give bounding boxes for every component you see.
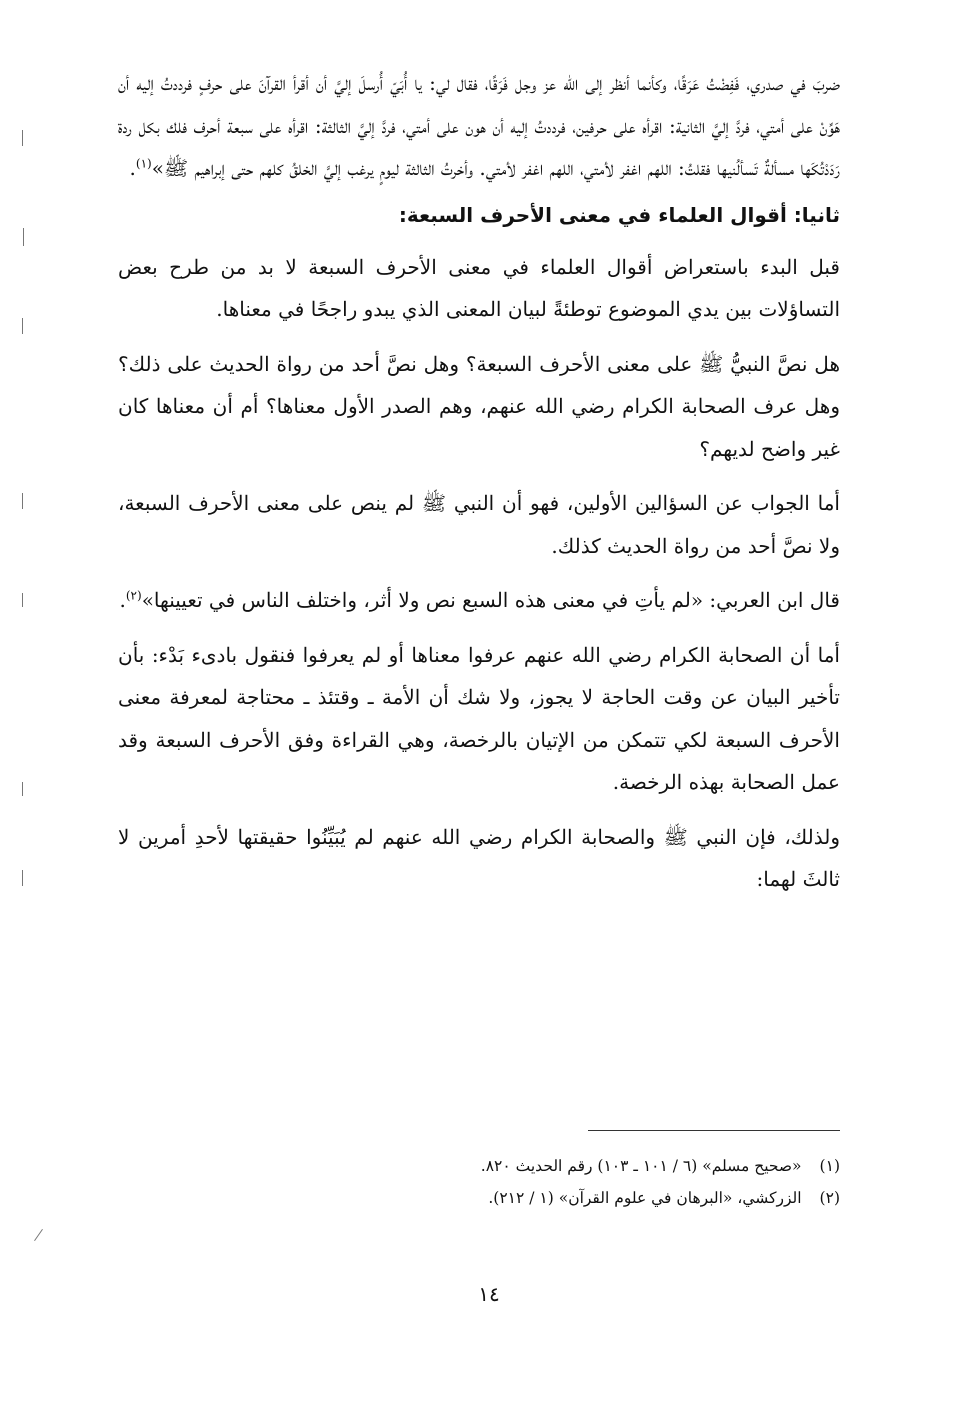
paragraph-1: ضربَ في صدري، فَفِضْتُ عَرَقًا، وكأنما أنظر إلى الله عز وجل فَرَقًا، فقال لي: يا أُبَيّ أُرسلَ إليَّ أن أقرأ القرآنَ على حرفٍ فرددتُ إليه أن هَوِّنْ على أمتي، فردَّ إليَّ الثانية: اقرأه على حرفين، فرددتُ إليه أن هون على أمتي، فردَّ إليَّ الثالثة: اقرأه على سبعة أحرف فلك بكل ردة رَدَدْتُكَها مسألةٌ تَسألُنيها فقلتُ: اللهم اغفر لأمتي، اللهم اغفر لأمتي. وأخرتُ الثالثة ليومٍ يرغب إليَّ الخلقُ كلهم حتى إبراهيم ﷺ»$^{(١)}$. xyxy=(118,71,840,180)
paragraph-3: هل نصَّ النبيُّ ﷺ على معنى الأحرف السبعة؟ وهل نصَّ أحد من رواة الحديث على ذلك؟ وهل عرف الصحابة الكرام رضي الله عنهم، وهم الصدر الأول معناها؟ أم أن معناها كان غير واضح لديهم؟ xyxy=(118,351,841,461)
paragraph-6: أما أن الصحابة الكرام رضي الله عنهم عرفوا معناها أو لم يعرفوا فنقول بادىء بَدْء: بأن تأخير البيان عن وقت الحاجة لا يجوز، ولا شك أن الأمة ـ وقتئذ ـ محتاجة لمعرفة معنى الأحرف السبعة لكي تتمكن من الإتيان بالرخصة، وهي القراءة وفق الأحرف السبعة وقد عمل الصحابة بهذه الرخصة. xyxy=(118,642,840,794)
section-heading: ثانيا: أقوال العلماء في معنى الأحرف السبعة: xyxy=(398,202,840,227)
footnote-text: الزركشي، «البرهان في علوم القرآن» (١ / ٢١٢). xyxy=(488,1189,802,1207)
paragraph-5: قال ابن العربي: «لم يأتِ في معنى هذه السبع نص ولا أثر، واختلف الناس في تعيينها»$^{(٢)}$. xyxy=(119,588,840,612)
paragraph-7: ولذلك، فإن النبي ﷺ والصحابة الكرام رضي الله عنهم لم يُبَيِّنُوا حقيقتها لأحدِ أمرين لا ثالثَ لهما: xyxy=(118,824,840,891)
scan-mark xyxy=(22,593,23,607)
page-body xyxy=(118,62,840,901)
scan-mark xyxy=(22,318,23,334)
footnote-ref-1[interactable]: (١) xyxy=(135,156,152,171)
footnote-separator xyxy=(588,1130,840,1131)
scan-mark xyxy=(34,1229,43,1241)
footnotes xyxy=(118,1150,840,1214)
footnote-text: «صحيح مسلم» (٦ / ١٠١ ـ ١٠٣) رقم الحديث ٨٢٠. xyxy=(480,1157,802,1175)
footnote-2 xyxy=(118,1182,840,1214)
scan-mark xyxy=(22,493,23,509)
page-number: ١٤ xyxy=(478,1282,500,1306)
footnote-ref-2[interactable]: (٢) xyxy=(125,588,142,603)
paragraph-2: قبل البدء باستعراض أقوال العلماء في معنى الأحرف السبعة لا بد من طرح بعض التساؤلات بين يدي الموضوع توطئةً لبيان المعنى الذي يبدو راجحًا في معناها. xyxy=(118,254,840,321)
footnote-number: (١) xyxy=(819,1157,840,1175)
footnote-1 xyxy=(118,1150,840,1182)
paragraph-4: أما الجواب عن السؤالين الأولين، فهو أن النبي ﷺ لم ينص على معنى الأحرف السبعة، ولا نصَّ أحد من رواة الحديث كذلك. xyxy=(118,491,840,558)
footnote-number: (٢) xyxy=(819,1189,840,1207)
scan-mark xyxy=(23,228,24,246)
scan-mark xyxy=(22,130,23,146)
scan-mark xyxy=(22,870,23,886)
scan-mark xyxy=(22,782,23,796)
